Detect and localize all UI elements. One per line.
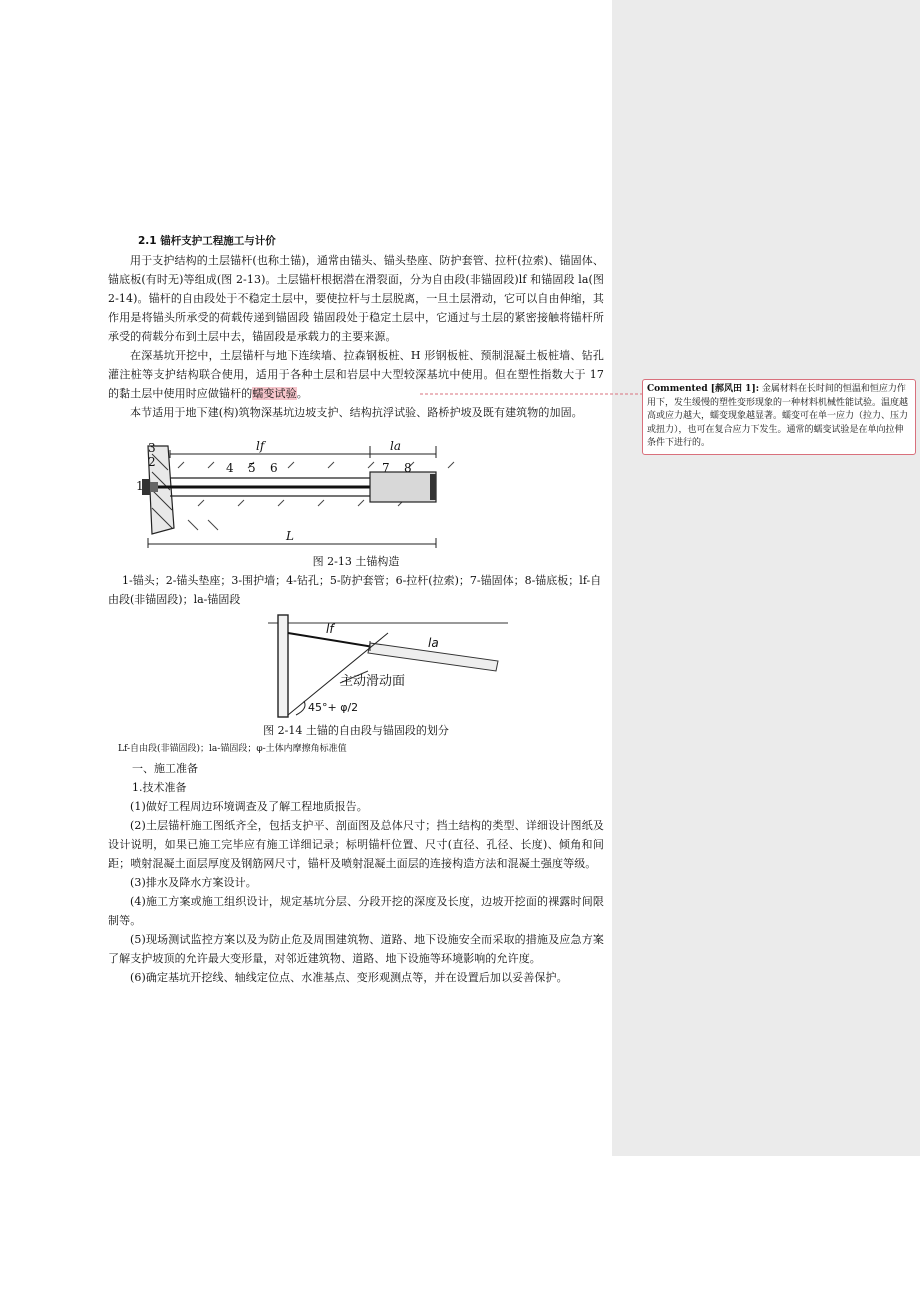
paragraph-2-text: 在深基坑开挖中，土层锚杆与地下连续墙、拉森钢板桩、H 形钢板桩、预制混凝土板桩墙、钻孔灌注桩等支护结构联合使用，适用于各种土层和岩层中大型较深基坑中使用。但在塑性指数大于 17 的黏土层中使用时应做锚杆的: [108, 349, 604, 400]
figure-2-14-caption: 图 2-14 土锚的自由段与锚固段的划分: [263, 724, 449, 737]
figure-2-13-legend: 1-锚头；2-锚头垫座；3-围护墙；4-钻孔；5-防护套管；6-拉杆(拉索)；7-锚固体；8-锚底板；lf-自由段(非锚固段)；la-锚固段: [108, 574, 602, 606]
fig13-label-6: 6: [270, 461, 278, 475]
figure-2-13-caption: 图 2-13 土锚构造: [312, 555, 400, 568]
paragraph-2: [108, 346, 604, 403]
commented-text-highlight[interactable]: 蠕变试验: [252, 387, 297, 400]
fig13-label-4: 4: [226, 461, 234, 475]
anchor-segment-diagram: [108, 611, 604, 721]
prep-item-6: (6)确定基坑开挖线、轴线定位点、水准基点、变形观测点等，并在设置后加以妥善保护。: [130, 971, 568, 984]
prep-item-3: (3)排水及降水方案设计。: [130, 876, 257, 889]
prep-item-2: (2)土层锚杆施工图纸齐全，包括支护平、剖面图及总体尺寸；挡土结构的类型、详细设计图纸及设计说明，如果已施工完毕应有施工详细记录；标明锚杆位置、尺寸(直径、孔径、长度)、倾角和间距；喷射混凝土面层厚度及钢筋网尺寸，锚杆及喷射混凝土面层的连接构造方法和混凝土强度等级。: [108, 819, 604, 870]
paragraph-1: 用于支护结构的土层锚杆(也称土锚)，通常由锚头、锚头垫座、防护套管、拉杆(拉索)、锚固体、锚底板(有时无)等组成(图 2-13)。土层锚杆根据潜在滑裂面，分为自由段(非锚固段)lf 和锚固段 la(图 2-14)。锚杆的自由段处于不稳定土层中，要使拉杆与土层脱离，一旦土层滑动，它可以自由伸缩，其作用是将锚头所承受的荷载传递到锚固段 锚固段处于稳定土层中，它通过与土层的紧密接触将锚杆所承受的荷载分布到土层中去，锚固段是承载力的主要来源。: [108, 254, 604, 343]
document-body: [108, 232, 604, 987]
comment-author: Commented [郝风田 1]:: [647, 384, 760, 394]
fig13-label-2: 2: [148, 455, 156, 469]
fig13-label-8: 8: [404, 461, 412, 475]
fig14-label-lf: lf: [326, 622, 334, 636]
soil-anchor-diagram: [108, 424, 604, 552]
section-heading: 2.1 锚杆支护工程施工与计价: [138, 235, 276, 247]
fig13-label-3: 3: [148, 441, 156, 455]
fig14-label-la: la: [428, 636, 439, 650]
fig13-label-1: 1: [136, 479, 144, 493]
comment-text: 金属材料在长时间的恒温和恒应力作用下，发生缓慢的塑性变形现象的一种材料机械性能试验。温度越高或应力越大，蠕变现象越显著。蠕变可在单一应力（拉力、压力或扭力），也可在复合应力下发生。通常的蠕变试验是在单向拉伸条件下进行的。: [647, 384, 909, 448]
fig13-label-la: la: [390, 439, 401, 453]
prep-item-5: (5)现场测试监控方案以及为防止危及周围建筑物、道路、地下设施安全而采取的措施及应急方案 了解支护坡顶的允许最大变形量，对邻近建筑物、道路、地下设施等环境影响的允许度。: [108, 933, 604, 965]
comment-balloon[interactable]: [642, 379, 916, 455]
prep-title: 一、施工准备: [132, 762, 198, 775]
fig14-label-sliding-surface: 主动滑动面: [340, 674, 406, 689]
comment-margin-pane: [612, 0, 920, 1156]
figure-2-14-legend: Lf-自由段(非锚固段)；la-锚固段；φ-土体内摩擦角标准值: [118, 744, 347, 754]
figure-2-13: [108, 424, 604, 552]
fig13-label-L: L: [286, 529, 294, 543]
paragraph-2-end: 。: [296, 387, 308, 400]
fig13-label-5: 5: [248, 461, 256, 475]
paragraph-3: 本节适用于地下建(构)筑物深基坑边坡支护、结构抗浮试验、路桥护坡及既有建筑物的加固。: [130, 406, 583, 419]
prep-subtitle: 1.技术准备: [132, 781, 187, 794]
figure-2-14: [108, 611, 604, 721]
prep-item-1: (1)做好工程周边环境调查及了解工程地质报告。: [130, 800, 368, 813]
prep-item-4: (4)施工方案或施工组织设计，规定基坑分层、分段开挖的深度及长度，边坡开挖面的裸露时间限制等。: [108, 895, 604, 927]
fig13-label-lf: lf: [256, 439, 265, 453]
fig13-label-7: 7: [382, 461, 390, 475]
fig14-label-angle: 45°+ φ/2: [308, 701, 359, 714]
